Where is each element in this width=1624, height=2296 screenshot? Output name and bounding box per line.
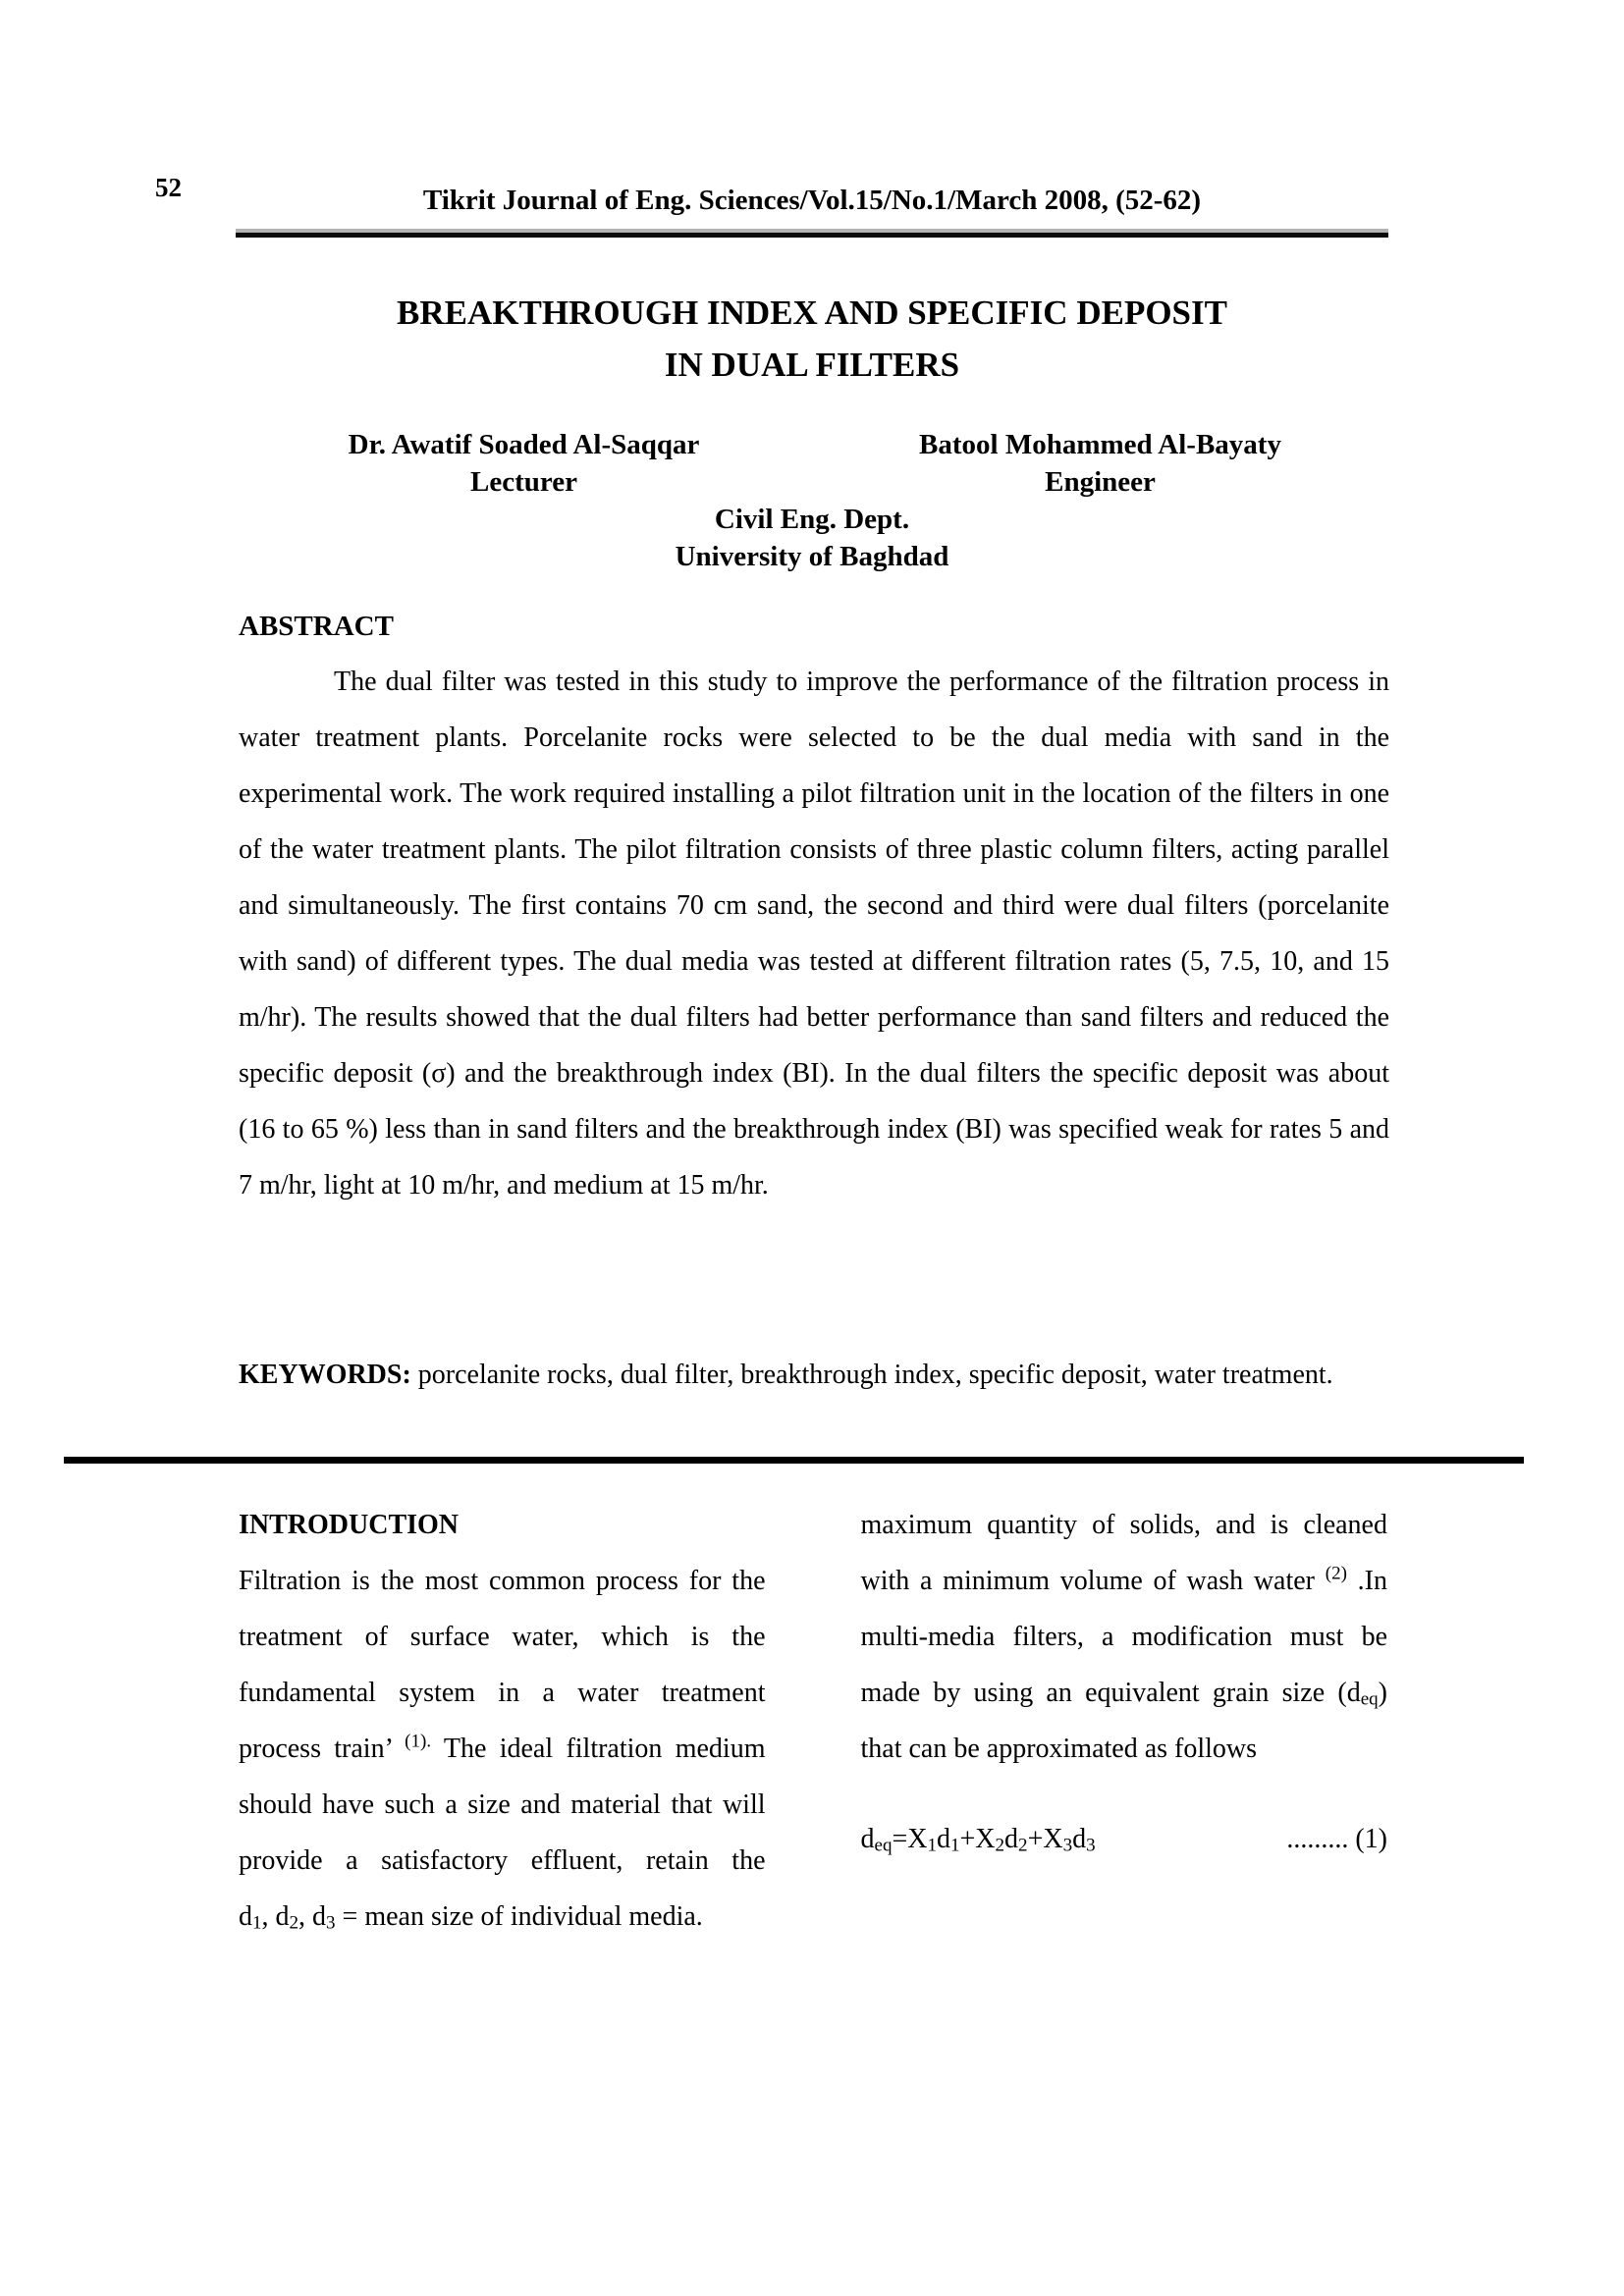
- header-rule-black-band: [236, 233, 1388, 238]
- author-block: [236, 426, 1388, 501]
- paper-title-line1: BREAKTHROUGH INDEX AND SPECIFIC DEPOSIT: [397, 294, 1227, 332]
- journal-header: Tikrit Journal of Eng. Sciences/Vol.15/No.1/March 2008, (52-62): [422, 185, 1202, 216]
- equation-1: [861, 1811, 1388, 1867]
- section-separator-rule: [64, 1457, 1524, 1464]
- author-left: [236, 426, 812, 501]
- equation-1-reference: [1286, 1811, 1387, 1867]
- keywords-text: porcelanite rocks, dual filter, breakthrough index, specific deposit, water treatment.: [410, 1360, 1333, 1390]
- author-right-role: Engineer: [1045, 466, 1156, 498]
- intro-left-column: [239, 1497, 766, 1945]
- header-rule: [236, 229, 1388, 238]
- two-column-section: [239, 1497, 1387, 1945]
- page-number: 52: [155, 173, 182, 202]
- author-left-name: Dr. Awatif Soaded Al-Saqqar: [348, 429, 700, 460]
- equation-1-dots: .........: [1286, 1824, 1349, 1854]
- author-left-role: Lecturer: [470, 466, 577, 498]
- author-right-name: Batool Mohammed Al-Bayaty: [919, 429, 1281, 460]
- equation-1-formula: $d_{eq}=X_1d_1+X_2d_2+X_3d_3$: [860, 1824, 1096, 1856]
- affiliation-department: Civil Eng. Dept.: [714, 504, 910, 535]
- abstract-paragraph: The dual filter was tested in this study to improve the performance of the filtration process in water treatment plants. Porcelanite rocks were selected to be the dual media with sand in the experimental work. The work required installing a pilot filtration unit in the location of the filters in one of the water treatment plants. The pilot filtration consists of three plastic column filters, acting parallel and simultaneously. The first contains 70 cm sand, the second and third were dual filters (porcelanite with sand) of different types. The dual media was tested at different filtration rates (5, 7.5, 10, and 15 m/hr). The results showed that the dual filters had better performance than sand filters and reduced the specific deposit (σ) and the breakthrough index (BI). In the dual filters the specific deposit was about (16 to 65 %) less than in sand filters and the breakthrough index (BI) was specified weak for rates 5 and 7 m/hr, light at 10 m/hr, and medium at 15 m/hr.: [239, 667, 1389, 1201]
- equation-1-number: (1): [1355, 1824, 1387, 1854]
- affiliation-university: University of Baghdad: [675, 541, 949, 572]
- intro-left-paragraph: Filtration is the most common process for the treatment of surface water, which is the fundamental system in a water treatment process train’ $^{(1).}$ The ideal filtration medium should have such a size and material that will provide a satisfactory effluent, retain the: [239, 1566, 766, 1876]
- paper-title-line2: IN DUAL FILTERS: [664, 346, 960, 384]
- intro-definition-line: $d_1$, $d_2$, $d_3$ = mean size of individual media.: [239, 1901, 703, 1934]
- author-right: [812, 426, 1388, 501]
- keywords-label: KEYWORDS:: [239, 1360, 411, 1390]
- intro-right-paragraph: maximum quantity of solids, and is cleaned with a minimum volume of wash water $^{(2)}$ .In multi-media filters, a modification must be made by using an equivalent grain size $(d_{eq})$ that can be approximated as follows: [860, 1510, 1388, 1764]
- intro-right-column: [861, 1497, 1388, 1945]
- introduction-heading: INTRODUCTION: [239, 1510, 460, 1540]
- abstract-heading: ABSTRACT: [239, 611, 394, 642]
- affiliation-block: [236, 501, 1388, 575]
- keywords-paragraph: [239, 1347, 1389, 1404]
- paper-title: [0, 287, 1624, 391]
